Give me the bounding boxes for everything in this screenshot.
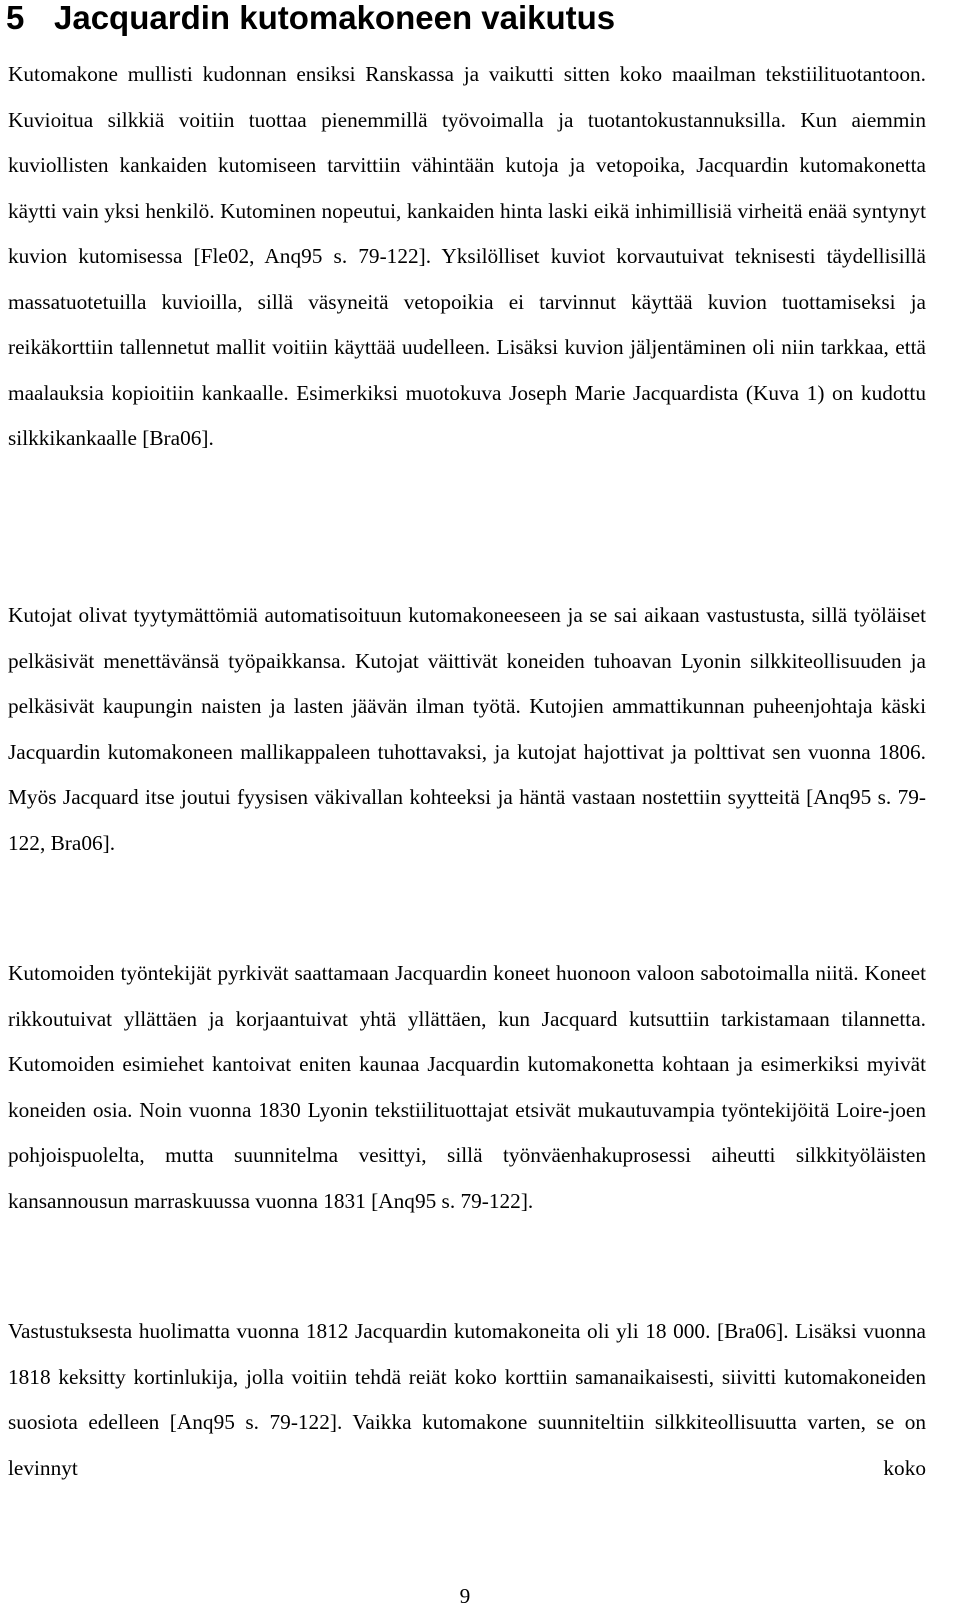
paragraph-3: Kutomoiden työntekijät pyrkivät saattamaan Jacquardin koneet huonoon valoon sabotoimalla niitä. Koneet rikkoutuivat yllättäen ja korjaantuivat yhtä yllättäen, kun Jacquard kutsuttiin tarkistamaan tilannetta. Kutomoiden esimiehet kantoivat eniten kaunaa Jacquardin kutomakonetta kohtaan ja esimerkiksi myivät koneiden osia. Noin vuonna 1830 Lyonin tekstiilituottajat etsivät mukautuvampia työntekijöitä Loire-joen pohjoispuolelta, mutta suunnitelma vesittyi, sillä työnväenhakuprosessi aiheutti silkkityöläisten kansannousun marraskuussa vuonna 1831 [Anq95 s. 79-122]. (8, 961, 926, 1213)
section-title: Jacquardin kutomakoneen vaikutus (54, 0, 616, 36)
section-number: 5 (6, 0, 25, 36)
page-number: 9 (459, 1584, 471, 1608)
paragraph-1: Kutomakone mullisti kudonnan ensiksi Ranskassa ja vaikutti sitten koko maailman tekstiilituotantoon. Kuvioitua silkkiä voitiin tuottaa pienemmillä työvoimalla ja tuotantokustannuksilla. Kun aiemmin kuviollisten kankaiden kutomiseen tarvittiin vähintään kutoja ja vetopoika, Jacquardin kutomakonetta käytti vain yksi henkilö. Kutominen nopeutui, kankaiden hinta laski eikä inhimillisiä virheitä enää syntynyt kuvion kutomisessa [Fle02, Anq95 s. 79-122]. Yksilölliset kuviot korvautuivat teknisesti täydellisillä massatuotetuilla kuvioilla, sillä väsyneitä vetopoikia ei tarvinnut käyttää kuvion tuottamiseksi ja reikäkorttiin tallennetut mallit voitiin käyttää uudelleen. Lisäksi kuvion jäljentäminen oli niin tarkkaa, että maalauksia kopioitiin kankaalle. Esimerkiksi muotokuva Joseph Marie Jacquardista (Kuva 1) on kudottu silkkikankaalle [Bra06]. (8, 62, 926, 450)
section-heading (6, 0, 615, 38)
paragraph-4: Vastustuksesta huolimatta vuonna 1812 Jacquardin kutomakoneita oli yli 18 000. [Bra06]. Lisäksi vuonna 1818 keksitty kortinlukija, jolla voitiin tehdä reiät koko korttiin samanaikaisesti, siivitti kutomakoneiden suosiota edelleen [Anq95 s. 79-122]. Vaikka kutomakone suunniteltiin silkkiteollisuutta varten, se on levinnyt koko (8, 1319, 926, 1480)
paragraph-2: Kutojat olivat tyytymättömiä automatisoituun kutomakoneeseen ja se sai aikaan vastustusta, sillä työläiset pelkäsivät menettävänsä työpaikkansa. Kutojat väittivät koneiden tuhoavan Lyonin silkkiteollisuuden ja pelkäsivät kaupungin naisten ja lasten jäävän ilman työtä. Kutojien ammattikunnan puheenjohtaja käski Jacquardin kutomakoneen mallikappaleen tuhottavaksi, ja kutojat hajottivat ja polttivat sen vuonna 1806. Myös Jacquard itse joutui fyysisen väkivallan kohteeksi ja häntä vastaan nostettiin syytteitä [Anq95 s. 79-122, Bra06]. (8, 603, 926, 855)
